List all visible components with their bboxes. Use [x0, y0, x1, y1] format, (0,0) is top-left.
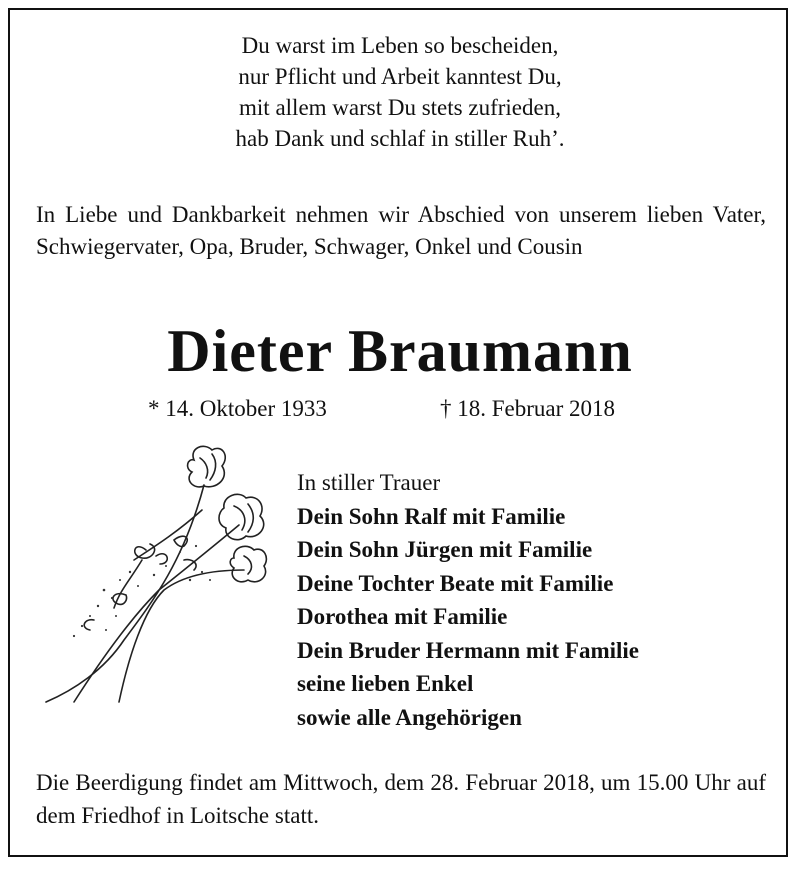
- poem-line: Du warst im Leben so bescheiden,: [241, 33, 559, 58]
- death-date: † 18. Februar 2018: [440, 396, 616, 421]
- poem: [0, 30, 800, 154]
- mourner-entry: Dein Sohn Jürgen mit Familie: [297, 537, 593, 562]
- deceased-name: Dieter Braumann: [167, 318, 633, 384]
- mourner-entry: Dein Sohn Ralf mit Familie: [297, 503, 566, 529]
- mourner-entry: Deine Tochter Beate mit Familie: [297, 570, 614, 596]
- poem-line: hab Dank und schlaf in stiller Ruh’.: [235, 126, 565, 151]
- poem-line: mit allem warst Du stets zufrieden,: [239, 95, 561, 120]
- mourners-lead: In stiller Trauer: [297, 470, 441, 495]
- mourners-list: [297, 466, 639, 734]
- birth-date: * 14. Oktober 1933: [148, 396, 327, 421]
- intro-text: In Liebe und Dankbarkeit nehmen wir Abschied von unserem lieben Vater, Schwiegervater, Opa, Bruder, Schwager, Onkel und Cousin: [36, 202, 766, 259]
- mourner-entry: sowie alle Angehörigen: [297, 704, 522, 730]
- poem-line: nur Pflicht und Arbeit kanntest Du,: [238, 64, 562, 89]
- roses-illustration-icon: [34, 440, 284, 705]
- mourner-entry: Dein Bruder Hermann mit Familie: [297, 637, 639, 663]
- mourner-entry: seine lieben Enkel: [297, 671, 474, 696]
- funeral-info: Die Beerdigung findet am Mittwoch, dem 28. Februar 2018, um 15.00 Uhr auf dem Friedhof in Loitsche statt.: [36, 770, 766, 828]
- mourner-entry: Dorothea mit Familie: [297, 604, 508, 629]
